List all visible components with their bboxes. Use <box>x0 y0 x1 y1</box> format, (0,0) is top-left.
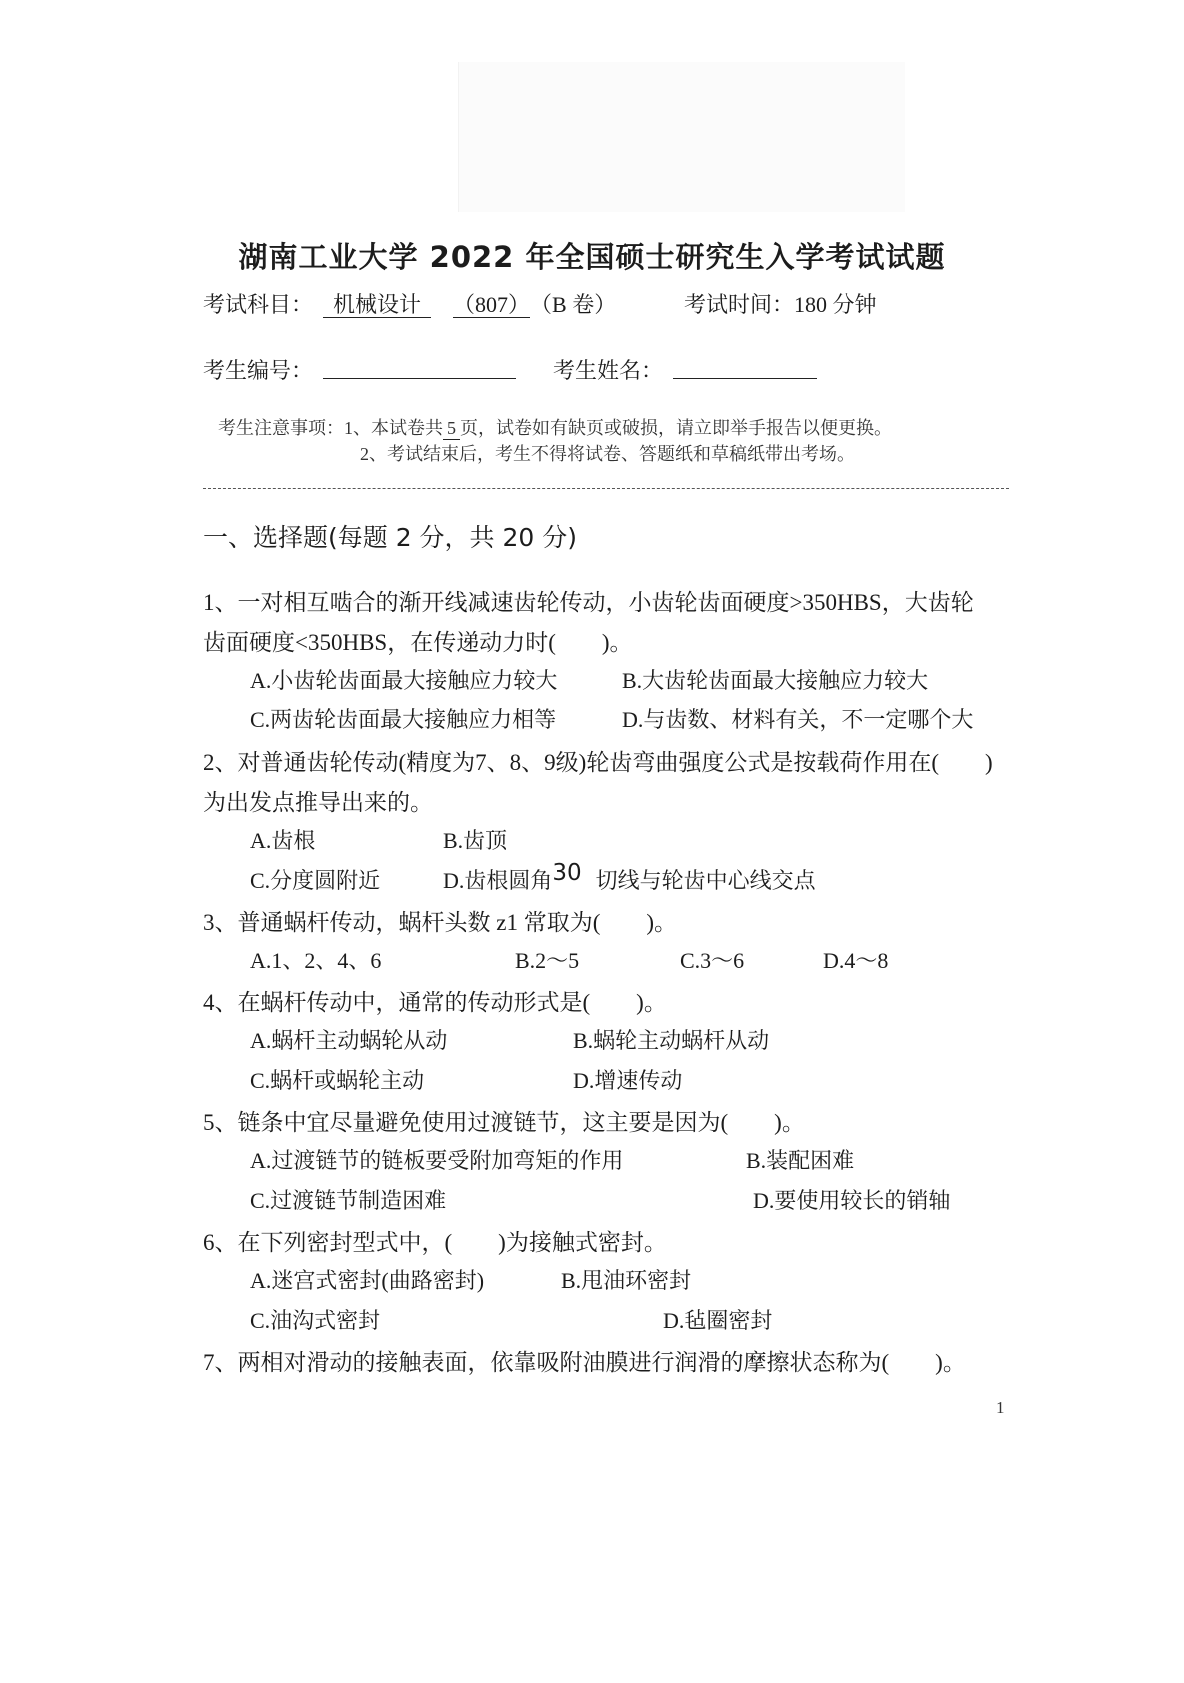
subject-label: 考试科目： <box>203 292 314 317</box>
student-name-field[interactable] <box>673 378 817 379</box>
option-6d: D.毡圈密封 <box>663 1308 773 1333</box>
subject-code: （807） <box>453 292 531 317</box>
option-4a: A.蜗杆主动蜗轮从动 <box>250 1028 448 1053</box>
question-5: 5、链条中宜尽量避免使用过渡链节，这主要是因为( )。 <box>203 1110 805 1135</box>
notice-prefix: 考生注意事项：1、本试卷共 <box>218 418 443 438</box>
exam-time: 考试时间：180 分钟 <box>684 292 877 317</box>
question-2-line-1: 2、对普通齿轮传动(精度为7、8、9级)轮齿弯曲强度公式是按载荷作用在( ) <box>203 750 993 775</box>
option-4d: D.增速传动 <box>573 1068 683 1093</box>
page-number: 1 <box>996 1398 1005 1417</box>
option-3c: C.3～6 <box>680 948 745 973</box>
option-6c: C.油沟式密封 <box>250 1308 381 1333</box>
option-5d: D.要使用较长的销轴 <box>753 1188 951 1213</box>
option-2d-text: D.齿根圆角 <box>443 868 553 893</box>
option-2a: A.齿根 <box>250 828 316 853</box>
subject-line <box>203 288 616 319</box>
option-2d-angle: 30 <box>552 860 582 886</box>
option-3b: B.2～5 <box>515 948 580 973</box>
option-1d: D.与齿数、材料有关，不一定哪个大 <box>622 707 974 732</box>
option-2d-rest: 切线与轮齿中心线交点 <box>595 868 816 893</box>
option-1c: C.两齿轮齿面最大接触应力相等 <box>250 707 557 732</box>
question-6: 6、在下列密封型式中，( )为接触式密封。 <box>203 1230 667 1255</box>
question-4: 4、在蜗杆传动中，通常的传动形式是( )。 <box>203 990 667 1015</box>
option-4c: C.蜗杆或蜗轮主动 <box>250 1068 425 1093</box>
option-2c: C.分度圆附近 <box>250 868 381 893</box>
scan-artifact <box>458 62 905 212</box>
option-3a: A.1、2、4、6 <box>250 948 382 973</box>
notice-rest: 页，试卷如有缺页或破损，请立即举手报告以便更换。 <box>460 418 892 438</box>
question-1-line-2: 齿面硬度<350HBS，在传递动力时( )。 <box>203 630 633 655</box>
option-5a: A.过渡链节的链板要受附加弯矩的作用 <box>250 1148 624 1173</box>
notice-1 <box>218 414 892 440</box>
notice-pages: 5 <box>443 418 460 440</box>
paper-version: （B 卷） <box>530 292 617 317</box>
option-2d <box>443 860 816 895</box>
student-id-field[interactable] <box>323 378 516 379</box>
option-3d: D.4～8 <box>823 948 889 973</box>
student-name-label: 考生姓名： <box>553 358 664 383</box>
option-5b: B.装配困难 <box>746 1148 855 1173</box>
option-6b: B.甩油环密封 <box>561 1268 692 1293</box>
subject-name: 机械设计 <box>323 292 431 318</box>
option-1a: A.小齿轮齿面最大接触应力较大 <box>250 668 558 693</box>
question-1-line-1: 1、一对相互啮合的渐开线减速齿轮传动，小齿轮齿面硬度>350HBS，大齿轮 <box>203 590 974 615</box>
question-2-line-2: 为出发点推导出来的。 <box>203 790 433 815</box>
student-id-label: 考生编号： <box>203 358 314 383</box>
option-5c: C.过渡链节制造困难 <box>250 1188 447 1213</box>
notice-2: 2、考试结束后，考生不得将试卷、答题纸和草稿纸带出考场。 <box>360 444 855 464</box>
option-2b: B.齿顶 <box>443 828 508 853</box>
section-heading: 一、选择题(每题 2 分，共 20 分) <box>203 523 578 552</box>
question-7: 7、两相对滑动的接触表面，依靠吸附油膜进行润滑的摩擦状态称为( )。 <box>203 1350 966 1375</box>
option-4b: B.蜗轮主动蜗杆从动 <box>573 1028 770 1053</box>
option-1b: B.大齿轮齿面最大接触应力较大 <box>622 668 929 693</box>
separator <box>203 488 1009 489</box>
option-6a: A.迷宫式密封(曲路密封) <box>250 1268 485 1293</box>
exam-title: 湖南工业大学 2022 年全国硕士研究生入学考试试题 <box>238 240 946 274</box>
question-3: 3、普通蜗杆传动，蜗杆头数 z1 常取为( )。 <box>203 910 678 935</box>
